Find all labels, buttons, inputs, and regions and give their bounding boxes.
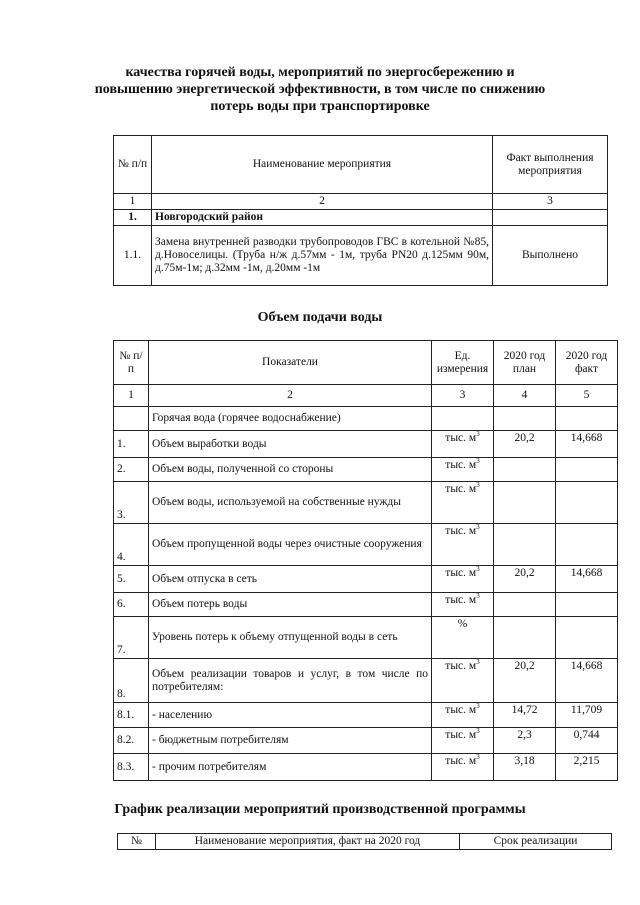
unit-text: тыс. м <box>445 459 477 471</box>
row-plan: 14,72 <box>494 703 556 728</box>
group-fact <box>493 210 608 226</box>
row-num: 8.3. <box>114 754 149 781</box>
unit-text: тыс. м <box>445 525 477 537</box>
measure-num: 1.1. <box>114 226 152 286</box>
section3-title: График реализации мероприятий производственной программы <box>114 802 526 817</box>
schedule-table <box>117 833 612 850</box>
row-unit <box>432 754 494 781</box>
unit-superscript: 3 <box>476 523 480 532</box>
row-unit <box>432 458 494 482</box>
unit-superscript: 3 <box>476 753 480 762</box>
header-plan: 2020 год план <box>494 341 556 385</box>
header-indicator: Показатели <box>149 341 432 385</box>
measure-name: Замена внутренней разводки трубопроводов ГВС в котельной №85, д.Новоселицы. (Труба н/ж д.57мм - 1м, труба PN20 д.125мм 90м, д.75м-1м; д.32мм -1м, д.20мм -1м <box>152 226 493 286</box>
row-indicator: Объем выработки воды <box>149 431 432 458</box>
indicator-row <box>114 458 618 482</box>
row-indicator: Объем пропущенной воды через очистные сооружения <box>149 524 432 566</box>
measure-fact: Выполнено <box>493 226 608 286</box>
measures-table <box>113 135 608 286</box>
row-num: 6. <box>114 593 149 617</box>
row-plan: 20,2 <box>494 431 556 458</box>
row-fact <box>556 482 618 524</box>
row-plan: 3,18 <box>494 754 556 781</box>
indicator-row <box>114 593 618 617</box>
row-num: 5. <box>114 566 149 593</box>
row-num: 8.2. <box>114 728 149 754</box>
unit-text: тыс. м <box>445 704 477 716</box>
unit-text: тыс. м <box>445 660 477 672</box>
header-unit: Ед. измерения <box>432 341 494 385</box>
col-number-5: 5 <box>556 385 618 407</box>
indicator-row <box>114 431 618 458</box>
row-num: 8. <box>114 659 149 703</box>
indicator-row <box>114 754 618 781</box>
unit-superscript: 3 <box>476 727 480 736</box>
row-plan <box>494 617 556 659</box>
row-fact <box>556 524 618 566</box>
section1-title-line3: потерь воды при транспортировке <box>210 99 430 114</box>
row-unit <box>432 431 494 458</box>
header-measure-name: Наименование мероприятия <box>152 136 493 194</box>
unit-text: тыс. м <box>445 483 477 495</box>
col-number-1: 1 <box>114 385 149 407</box>
row-num: 2. <box>114 458 149 482</box>
row-plan <box>494 482 556 524</box>
row-unit <box>432 728 494 754</box>
row-fact: 14,668 <box>556 431 618 458</box>
section1-title-line1: качества горячей воды, мероприятий по энергосбережению и <box>125 65 515 80</box>
indicator-row <box>114 703 618 728</box>
row-indicator: - населению <box>149 703 432 728</box>
row-indicator: Объем реализации товаров и услуг, в том числе по потребителям: <box>149 659 432 703</box>
unit-text: тыс. м <box>445 567 477 579</box>
section2-title: Объем подачи воды <box>257 310 383 325</box>
row-unit <box>432 703 494 728</box>
row-unit <box>432 659 494 703</box>
row-fact: 11,709 <box>556 703 618 728</box>
row-num: 1. <box>114 431 149 458</box>
col-number-1: 1 <box>114 194 152 210</box>
row-fact: 14,668 <box>556 566 618 593</box>
header-fact: 2020 год факт <box>556 341 618 385</box>
row-unit <box>432 593 494 617</box>
section1-title <box>0 64 640 115</box>
row-fact <box>556 593 618 617</box>
header-num: № п/п <box>114 341 149 385</box>
row-plan <box>494 524 556 566</box>
row-fact: 0,744 <box>556 728 618 754</box>
row-plan: 2,3 <box>494 728 556 754</box>
indicator-row <box>114 566 618 593</box>
unit-text: тыс. м <box>445 755 477 767</box>
col-number-4: 4 <box>494 385 556 407</box>
indicator-row <box>114 617 618 659</box>
row-indicator: - бюджетным потребителям <box>149 728 432 754</box>
indicator-row <box>114 524 618 566</box>
header-term: Срок реализации <box>460 834 612 850</box>
row-indicator: - прочим потребителям <box>149 754 432 781</box>
row-fact: 14,668 <box>556 659 618 703</box>
unit-superscript: 3 <box>476 565 480 574</box>
unit-superscript: 3 <box>476 481 480 490</box>
unit-text: тыс. м <box>445 729 477 741</box>
row-indicator: Объем потерь воды <box>149 593 432 617</box>
row-indicator: Объем воды, используемой на собственные нужды <box>149 482 432 524</box>
row-unit <box>432 566 494 593</box>
col-number-2: 2 <box>152 194 493 210</box>
group-plan <box>494 407 556 431</box>
row-indicator: Объем воды, полученной со стороны <box>149 458 432 482</box>
col-number-2: 2 <box>149 385 432 407</box>
col-number-3: 3 <box>432 385 494 407</box>
row-num: 3. <box>114 482 149 524</box>
row-unit <box>432 617 494 659</box>
row-num: 7. <box>114 617 149 659</box>
indicator-row <box>114 728 618 754</box>
row-fact <box>556 617 618 659</box>
group-unit <box>432 407 494 431</box>
header-num: № п/п <box>114 136 152 194</box>
row-plan <box>494 593 556 617</box>
row-unit <box>432 524 494 566</box>
col-number-3: 3 <box>493 194 608 210</box>
unit-superscript: 3 <box>476 702 480 711</box>
water-supply-table <box>113 340 618 781</box>
unit-superscript: 3 <box>476 658 480 667</box>
unit-text: тыс. м <box>445 432 477 444</box>
indicator-row <box>114 659 618 703</box>
unit-text: % <box>457 618 468 630</box>
group-label: Горячая вода (горячее водоснабжение) <box>149 407 432 431</box>
group-fact <box>556 407 618 431</box>
unit-superscript: 3 <box>476 592 480 601</box>
row-num: 4. <box>114 524 149 566</box>
header-num: № <box>118 834 156 850</box>
row-num: 8.1. <box>114 703 149 728</box>
header-measure-name: Наименование мероприятия, факт на 2020 год <box>156 834 460 850</box>
row-indicator: Объем отпуска в сеть <box>149 566 432 593</box>
indicator-row <box>114 482 618 524</box>
unit-text: тыс. м <box>445 594 477 606</box>
row-fact: 2,215 <box>556 754 618 781</box>
group-num: 1. <box>114 210 152 226</box>
group-num <box>114 407 149 431</box>
unit-superscript: 3 <box>476 457 480 466</box>
group-name: Новгородский район <box>152 210 493 226</box>
unit-superscript: 3 <box>476 430 480 439</box>
row-plan: 20,2 <box>494 659 556 703</box>
header-fact: Факт выполнения мероприятия <box>493 136 608 194</box>
row-plan: 20,2 <box>494 566 556 593</box>
row-unit <box>432 482 494 524</box>
row-fact <box>556 458 618 482</box>
row-indicator: Уровень потерь к объему отпущенной воды в сеть <box>149 617 432 659</box>
section1-title-line2: повышению энергетической эффективности, в том числе по снижению <box>94 82 546 97</box>
row-plan <box>494 458 556 482</box>
